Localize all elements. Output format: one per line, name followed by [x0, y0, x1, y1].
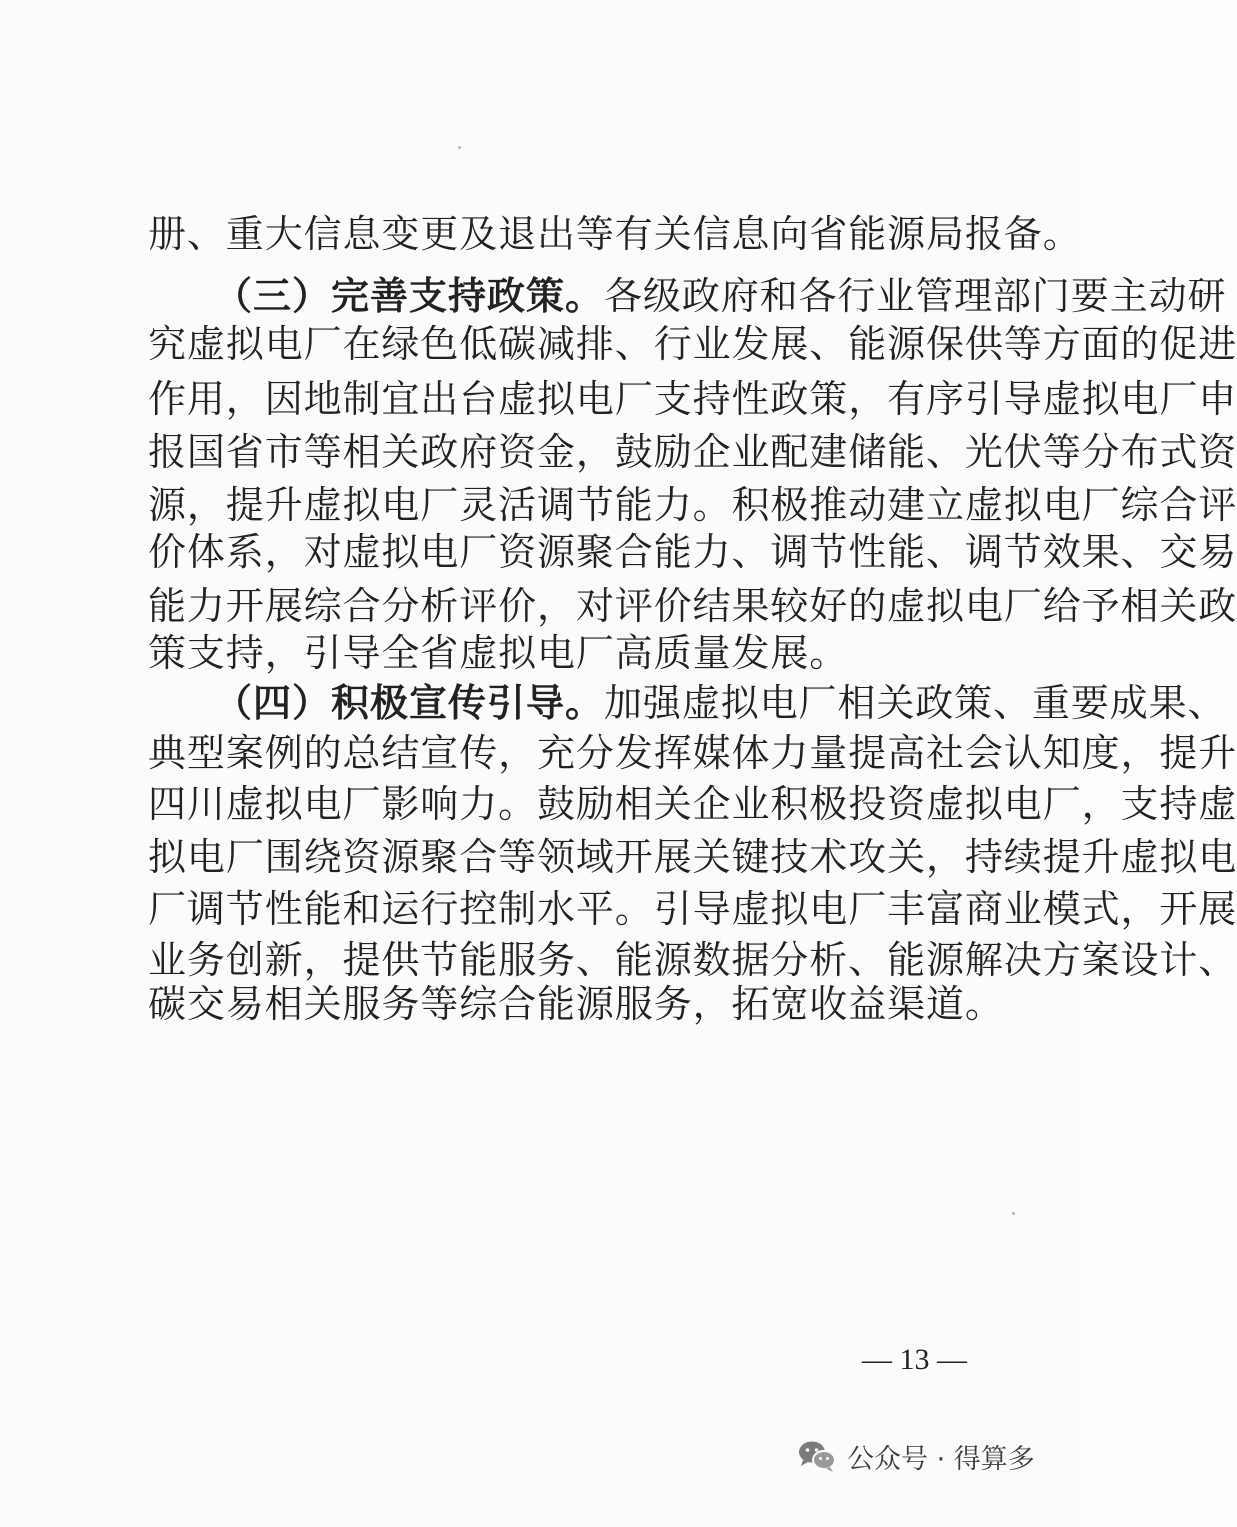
paragraph-line: 能力开展综合分析评价，对评价结果较好的虚拟电厂给予相关政 — [148, 584, 1237, 628]
paragraph-line: 价体系，对虚拟电厂资源聚合能力、调节性能、调节效果、交易 — [148, 530, 1237, 574]
paragraph-line: 册、重大信息变更及退出等有关信息向省能源局报备。 — [148, 212, 1082, 256]
scan-speck — [458, 146, 461, 149]
paragraph-text: 各级政府和各行业管理部门要主动研 — [604, 274, 1227, 318]
paragraph-line: 业务创新，提供节能服务、能源数据分析、能源解决方案设计、 — [148, 938, 1237, 982]
wechat-icon — [797, 1439, 837, 1473]
page-number: — 13 — — [862, 1343, 967, 1376]
section-heading-improve-support-policy: （三）完善支持政策。 — [214, 274, 605, 318]
paragraph-line — [214, 675, 1227, 731]
paragraph-line: 源，提升虚拟电厂灵活调节能力。积极推动建立虚拟电厂综合评 — [148, 483, 1237, 527]
paragraph-line: 作用，因地制宜出台虚拟电厂支持性政策，有序引导虚拟电厂申 — [148, 377, 1237, 421]
paragraph-line: 四川虚拟电厂影响力。鼓励相关企业积极投资虚拟电厂，支持虚 — [148, 782, 1237, 826]
scan-speck — [1012, 1212, 1015, 1215]
paragraph-line: 典型案例的总结宣传，充分发挥媒体力量提高社会认知度，提升 — [148, 731, 1237, 775]
paragraph-line: 碳交易相关服务等综合能源服务，拓宽收益渠道。 — [148, 982, 1004, 1026]
watermark-text: 公众号 · 得算多 — [847, 1443, 1035, 1475]
paragraph-line: 究虚拟电厂在绿色低碳减排、行业发展、能源保供等方面的促进 — [148, 322, 1237, 366]
section-heading-active-publicity: （四）积极宣传引导。 — [214, 681, 605, 725]
paragraph-text: 加强虚拟电厂相关政策、重要成果、 — [604, 681, 1227, 725]
wechat-watermark — [797, 1432, 1067, 1480]
paragraph-line: 厂调节性能和运行控制水平。引导虚拟电厂丰富商业模式，开展 — [148, 887, 1237, 931]
paragraph-line: 策支持，引导全省虚拟电厂高质量发展。 — [148, 631, 849, 675]
paragraph-line: 拟电厂围绕资源聚合等领域开展关键技术攻关，持续提升虚拟电 — [148, 835, 1237, 879]
paragraph-line: 报国省市等相关政府资金，鼓励企业配建储能、光伏等分布式资 — [148, 430, 1237, 474]
